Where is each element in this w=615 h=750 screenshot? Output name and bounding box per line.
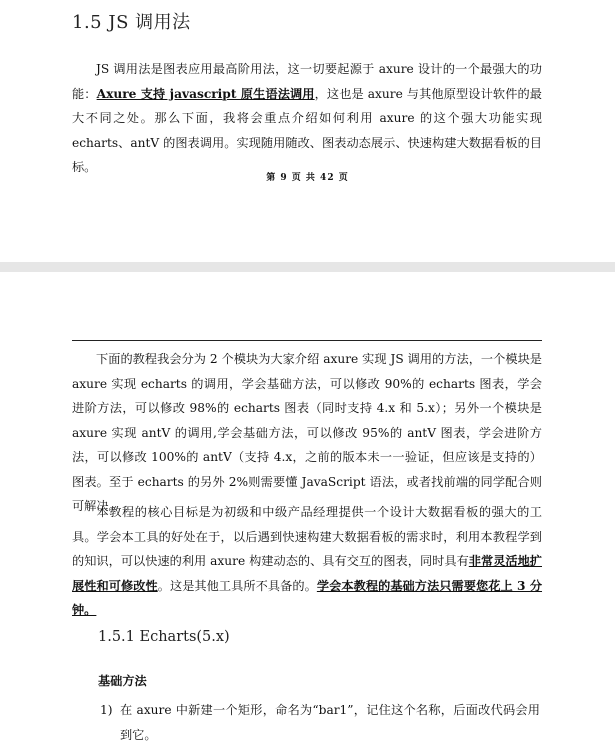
bold-underline-text: Axure 支持 javascript 原生语法调用 bbox=[96, 86, 315, 101]
sub-heading: 基础方法 bbox=[98, 674, 147, 688]
paragraph-goal: 本教程的核心目标是为初级和中级产品经理提供一个设计大数据看板的强大的工具。学会本工具的好处在于，以后遇到快速构建大数据看板的需求时，利用本教程学到的知识，可以快速的利用 axure 构建动态的、具有交互的图表，同时具有非常灵活地扩展性和可修改性。这是其他工具所不具备的。学会本教程的基础方法只需要您花上 3 分钟。 bbox=[72, 505, 543, 617]
page-number: 第 9 页 共 42 页 bbox=[266, 173, 349, 183]
paragraph-modules: 下面的教程我会分为 2 个模块为大家介绍 axure 实现 JS 调用的方法，一个模块是 axure 实现 echarts 的调用，学会基础方法，可以修改 90%的 echarts 图表，学会进阶方法，可以修改 98%的 echarts 图表（同时支持 4.x 和 5.x）；另外一个模块是 axure 实现 antV 的调用,学会基础方法，可以修改 95%的 antV 图表，学会进阶方法，可以修改 100%的 antV（支持 4.x，之前的版本未一一验证，但应该是支持的）图表。至于 echarts 的另外 2%则需要懂 JavaScript 语法，或者找前端的同学配合则可解决。 bbox=[72, 352, 542, 513]
bold-underline-text: 非常灵活地扩展性和可修改性 bbox=[72, 554, 542, 593]
header-divider bbox=[72, 340, 542, 341]
section-heading: 1.5 JS 调用法 bbox=[72, 12, 191, 33]
list-item-text: 在 axure 中新建一个矩形，命名为“bar1”，记住这个名称，后面改代码会用到它。 bbox=[120, 703, 540, 742]
intro-paragraph: JS 调用法是图表应用最高阶用法，这一切要起源于 axure 设计的一个最强大的功能：Axure 支持 javascript 原生语法调用，这也是 axure 与其他原型设计软件的最大不同之处。那么下面，我将会重点介绍如何利用 axure 的这个强大功能实现 echarts、antV 的图表调用。实现随用随改、图表动态展示、快速构建大数据看板的目标。 bbox=[72, 62, 542, 174]
subsection-heading: 1.5.1 Echarts(5.x) bbox=[98, 629, 230, 645]
list-item-number: 1) bbox=[100, 703, 113, 717]
bold-underline-text: 学会本教程的基础方法只需要您花上 3 分钟。 bbox=[72, 578, 543, 617]
document-page-top bbox=[0, 0, 615, 262]
